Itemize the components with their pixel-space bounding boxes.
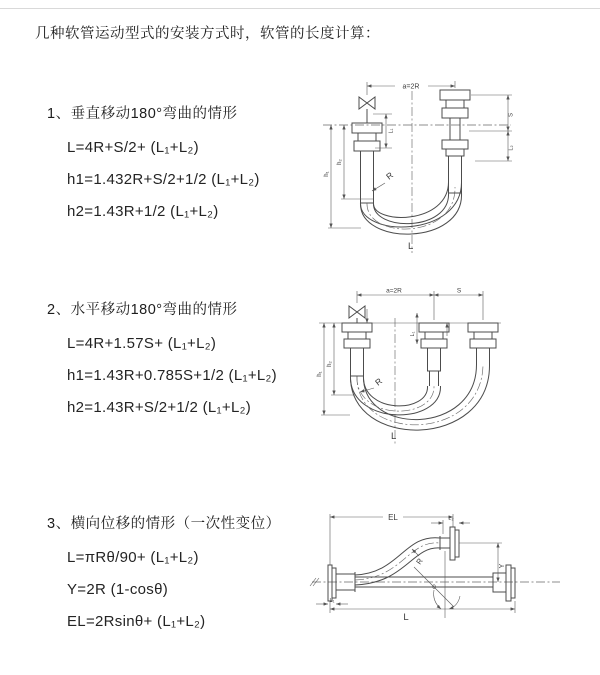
d1-label-l2: L₂ xyxy=(508,145,515,151)
d2-label-l1: L₁ xyxy=(410,331,416,337)
formula: L=πRθ/90+ (L₁+L₂) xyxy=(67,549,199,566)
valve-icon xyxy=(359,97,375,123)
d3-label-l2: L₂ xyxy=(448,516,454,522)
d1-label-r: R xyxy=(384,169,396,182)
left-fitting xyxy=(352,123,382,151)
d2-label-l: L xyxy=(391,431,397,442)
formula: L=4R+S/2+ (L₁+L₂) xyxy=(67,139,199,156)
middle-hose-braid xyxy=(428,348,441,371)
d2-label-h2: h₂ xyxy=(327,361,333,367)
dim-h1 xyxy=(328,125,361,228)
section-3 xyxy=(47,512,281,638)
d1-label-width: a=2R xyxy=(402,83,420,91)
page-title: 几种软管运动型式的安装方式时，软管的长度计算： xyxy=(35,26,380,42)
section-3-heading: 3、横向位移的情形（一次性变位） xyxy=(47,516,281,532)
hose-curves xyxy=(350,364,489,430)
hose-centerline-arc xyxy=(367,187,455,229)
section-1 xyxy=(47,102,260,228)
diagram-2-svg xyxy=(303,276,543,456)
left-hose-braid xyxy=(351,348,364,376)
formula: h1=1.43R+0.785S+1/2 (L₁+L₂) xyxy=(67,367,277,384)
formula: h2=1.43R+S/2+1/2 (L₁+L₂) xyxy=(67,399,252,416)
d3-label-l1: L₁ xyxy=(329,598,335,604)
d1-label-h1: h₁ xyxy=(324,171,330,177)
left-flange xyxy=(328,565,355,601)
d3-label-l: L xyxy=(403,612,409,623)
d2-label-h1: h₁ xyxy=(317,371,323,377)
right-fitting-lower xyxy=(442,140,468,156)
formula: h1=1.432R+S/2+1/2 (L₁+L₂) xyxy=(67,171,260,188)
diagram-3-svg xyxy=(308,503,600,648)
formula: Y=2R (1-cosθ) xyxy=(67,581,169,598)
d3-label-el: EL xyxy=(388,513,398,522)
diagram-vertical-bend xyxy=(315,70,530,267)
dim-s xyxy=(469,95,512,131)
valve-icon xyxy=(349,306,365,323)
d2-label-r: R xyxy=(373,375,385,388)
section-2-heading: 2、水平移动180°弯曲的情形 xyxy=(47,302,238,318)
dim-h1 xyxy=(321,323,350,415)
right-fitting xyxy=(468,323,498,364)
curved-hose-centerline xyxy=(355,543,440,580)
diagram-1-svg xyxy=(315,70,530,262)
d1-label-s: S xyxy=(508,112,515,118)
d1-label-l: L xyxy=(408,241,414,252)
middle-fitting xyxy=(419,323,449,386)
d3-label-y: Y xyxy=(499,563,506,569)
section-1-formulas xyxy=(67,132,260,228)
curved-hose xyxy=(355,538,440,585)
dim-l xyxy=(330,601,515,613)
d3-label-theta: θ xyxy=(432,584,436,591)
formula: L=4R+1.57S+ (L₁+L₂) xyxy=(67,335,217,352)
d2-label-width: a=2R xyxy=(386,287,402,295)
dim-l2 xyxy=(475,131,512,161)
dim-h2 xyxy=(341,125,373,199)
section-1-heading: 1、垂直移动180°弯曲的情形 xyxy=(47,106,238,122)
d3-label-r: R xyxy=(414,556,425,567)
d1-label-h2: h₂ xyxy=(337,159,343,165)
dim-y xyxy=(459,543,502,582)
formula: h2=1.43R+1/2 (L₁+L₂) xyxy=(67,203,219,220)
left-hose-braid xyxy=(361,151,374,203)
section-2-formulas xyxy=(67,328,277,424)
straight-pipe xyxy=(355,565,515,601)
left-fitting xyxy=(342,323,372,348)
dim-width xyxy=(357,291,483,320)
scan-top-rule xyxy=(0,8,600,9)
diagram-horizontal-bend xyxy=(303,276,543,461)
right-fitting-upper xyxy=(440,90,470,140)
d2-label-s: S xyxy=(456,287,462,295)
diagram-lateral-displacement xyxy=(308,503,600,653)
d1-label-l1: L₁ xyxy=(388,128,395,134)
section-2 xyxy=(47,298,277,424)
section-3-formulas xyxy=(67,542,281,638)
formula: EL=2Rsinθ+ (L₁+L₂) xyxy=(67,613,206,630)
